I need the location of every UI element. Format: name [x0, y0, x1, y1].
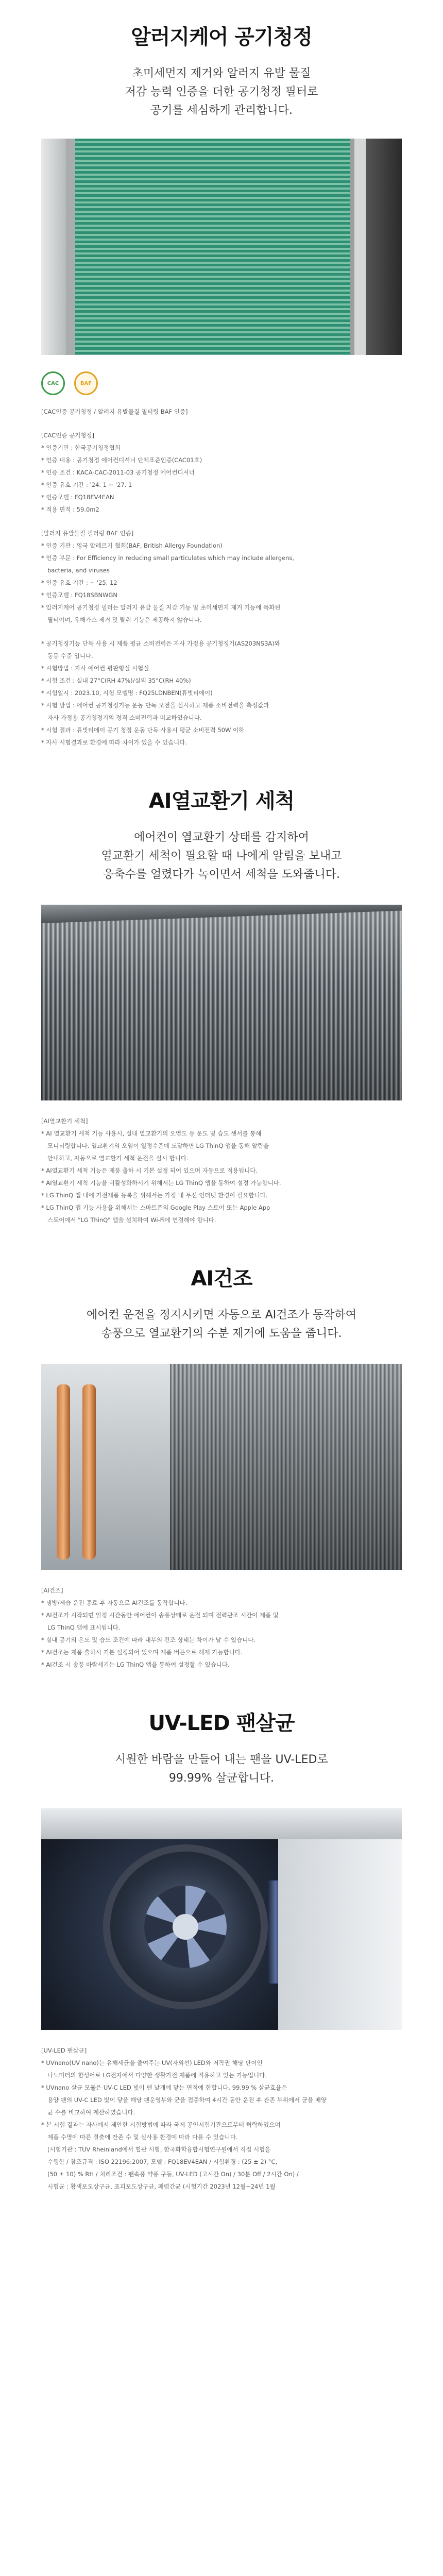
note-line: * 인증 유효 기간 : '24. 1 ~ '27. 1 [41, 481, 132, 488]
heat-exchanger-image [41, 905, 402, 1100]
fan-side-panel [278, 1839, 402, 2030]
baf-heading: [알러지 유발물질 필터링 BAF 인증] [41, 530, 134, 537]
note-line: 시험균 : 황색포도상구균, 표피포도상구균, 폐렴간균 (시험기간 2023년 12월~24년 1월 [47, 2183, 276, 2190]
filter-mesh [66, 139, 354, 355]
note-line: * LG ThinQ 앱 기능 사용을 위해서는 스마트폰의 Google Play 스토어 또는 Apple App [41, 1204, 270, 1211]
ai-dry-image [41, 1364, 402, 1570]
certification-badges [41, 371, 402, 395]
fan-hub [173, 1914, 198, 1940]
note-line: * 인증모델 : FQ18EV4EAN [41, 494, 114, 501]
note-line: [시험기관 : TUV Rheinland에서 협관 시험, 한국화학융합시험연구원에서 직접 시험을 [47, 2146, 271, 2153]
note-line: * 시험방법 : 자사 에어컨 평판형실 시험실 [41, 665, 149, 672]
fan-housing [41, 1808, 402, 1839]
note-line: * 인증 부문 : For Efficiency in reducing small particulates which may include allergens, [41, 554, 295, 562]
note-line: * AI열교환기 세척 기능은 제품 출하 시 기본 설정 되어 있으며 자동으로 적용됩니다. [41, 1167, 258, 1174]
uv-heading: [UV-LED 팬살균] [41, 2047, 87, 2054]
note-line: LG ThinQ 앱에 표시됩니다. [47, 1624, 121, 1631]
filter-shadow [366, 139, 402, 355]
note-line: * UVnano 살균 모듈은 UV-C LED 빛이 팬 날개에 닿는 면적에 한합니다. 99.99 % 살균효율은 [41, 2084, 287, 2091]
heat-heading: [AI열교환기 세척] [41, 1117, 88, 1125]
note-line: * LG ThinQ 앱 내에 가전제품 등록을 위해서는 가정 내 무선 인터넷 환경이 필요합니다. [41, 1192, 268, 1199]
heat-desc: 에어컨이 열교환기 상태를 감지하여 열교환기 세척이 필요할 때 나에게 알림을 보내고 응축수를 얼렸다가 녹이면서 세척을 도와줍니다. [101, 831, 342, 881]
note-line: * 시험 방법 : 에어컨 공기청정기능 운동 단독 모전을 실시하고 제품 소비전력을 측정값과 [41, 702, 269, 709]
allergy-notes [41, 395, 402, 749]
note-line: * 인증 유효 기간 : ~ '25. 12 [41, 579, 117, 586]
allergy-title: 알러지케어 공기청정 [131, 25, 312, 49]
note-line: * 적용 면적 : 59.0m2 [41, 506, 99, 513]
note-line: 제품 수명에 따른 결출에 잔존 수 및 실사용 환경에 따라 다를 수 있습니다. [47, 2133, 238, 2141]
exchanger-top-bar [41, 905, 402, 923]
note-line: * 인증 기관 : 영국 알레르기 협회(BAF, British Allergy Foundation) [41, 542, 223, 549]
note-line: 안내하고, 자동으로 열교환기 세척 운전을 실시 합니다. [47, 1155, 189, 1162]
note-line: * AI열교환기 세척 기능을 비활성화하시기 위해서는 LG ThinQ 앱을 통하여 설정 가능합니다. [41, 1179, 281, 1187]
note-line: * 실내 공기의 온도 및 습도 조건에 따라 내부의 건조 상태는 차이가 날 수 있습니다. [41, 1636, 256, 1643]
note-line: 자사 가정용 공기청정기의 정격 소비전력과 비교하였습니다. [47, 714, 202, 721]
note-line: * 시험일시 : 2023.10, 시험 모델명 : FQ25LDNBEN(튜빗티에이) [41, 689, 213, 697]
note-line: * 시험 조건 : 실내 27°C(RH 47%)/실외 35°C(RH 40%) [41, 677, 191, 684]
cac-heading: [CAC인증 공기청정] [41, 432, 95, 439]
note-line: * 냉방/제습 운전 종료 후 자동으로 AI건조를 동작합니다. [41, 1599, 188, 1606]
note-line: 모니터링합니다. 열교환기의 오염이 일정수준에 도달하면 LG ThinQ 앱을 통해 알림을 [47, 1142, 269, 1149]
note-line: 용양 팬의 UV-C LED 빛이 닿을 해당 팬운영부와 균을 접종하여 4시간 동안 운전 후 잔존 부위에서 균을 배양 [47, 2096, 327, 2104]
dry-notes [41, 1570, 402, 1671]
note-line: 동등 수준 입니다. [47, 652, 93, 659]
note-line: * 자사 시험결과로 환경에 따라 차이가 있을 수 있습니다. [41, 739, 188, 746]
note-line: bacteria, and viruses [47, 567, 110, 574]
filter-frame-edge [41, 139, 66, 355]
heat-title: AI열교환기 세척 [148, 789, 295, 813]
copper-pipe [82, 1384, 96, 1560]
note-line: * AI건조가 시작되면 일정 시간동안 에어컨이 송풍상태로 운전 되며 전력관조 시간이 제품 및 [41, 1612, 279, 1619]
baf-badge-icon: BAF [74, 371, 98, 395]
note-line: * 공기청정기능 단독 사용 시 제품 평균 소비전력은 자사 가정용 공기청정기(AS203NS3A)와 [41, 640, 280, 647]
note-line: * 인증 조건 : KACA-CAC-2011-03 공기청정 에어컨디셔너 [41, 469, 195, 476]
uv-led-section [0, 1671, 443, 2213]
note-line: * 알러지케어 공기청정 필터는 알러지 유발 물질 저감 기능 및 초미세먼지 제거 기능에 특화된 [41, 604, 281, 611]
note-line: 필터이며, 유해가스 제거 및 탈취 기능은 제공하지 않습니다. [47, 616, 202, 623]
note-line: * UVnano(UV nano)는 유해세균을 줄여주는 UV(자외선) LED와 저작권 해당 단어인 [41, 2059, 263, 2066]
allergy-section [0, 0, 443, 749]
uv-notes [41, 2030, 402, 2213]
note-line: * AI건조는 제품 출하시 기본 설정되어 있으며 제품 버튼으로 해제 가능합니다. [41, 1649, 243, 1656]
heat-notes [41, 1100, 402, 1226]
cac-badge-icon: CAC [41, 371, 65, 395]
air-filter-image [41, 139, 402, 355]
uv-desc: 시원한 바람을 만들어 내는 팬을 UV-LED로 99.99% 살균합니다. [115, 1753, 328, 1785]
note-line: * 인증 내용 : 공기청정 에어컨디셔너 단체표준인증(CAC01호) [41, 456, 202, 464]
dry-heading: [AI건조] [41, 1587, 63, 1594]
note-line: (50 ± 10) % RH / 처리조건 : 팬속풍 약풍 구동, UV-LED (고시간 On) / 30분 Off / 2시간 On) / [47, 2171, 299, 2178]
note-line: * AI건조 시 송풍 바람세기는 LG ThinQ 앱을 통하여 설정할 수 있습니다. [41, 1661, 230, 1668]
note-line: * 시험 결과 : 튜빗티에이 공기 청정 운동 단독 사용시 평균 소비전력 50W 이하 [41, 726, 245, 734]
allergy-caption: [CAC인증 공기청정 / 알러지 유발물질 필터링 BAF 인증] [41, 408, 188, 415]
uv-fan-image [41, 1808, 402, 2030]
note-line: * 인증모델 : FQ18SBNWGN [41, 591, 118, 599]
uv-title: UV-LED 팬살균 [148, 1711, 295, 1735]
note-line: * 인증기관 : 한국공기청정협회 [41, 444, 121, 451]
heat-exchanger-section [0, 749, 443, 1226]
allergy-desc: 초미세먼지 제거와 알러지 유발 물질 저감 능력 인증을 더한 공기청정 필터로 공기를 세심하게 관리합니다. [125, 67, 318, 117]
note-line: 나노미터의 합성어로 LG전자에서 다양한 생활가전 제품에 적용하고 있는 기능입니다. [47, 2072, 267, 2079]
note-line: * 본 시험 결과는 자사에서 제안한 시험방법에 따라 국제 공인시험기관으로부터 허락하였으며 [41, 2121, 281, 2128]
note-line: 수행함 / 참조규격 : ISO 22196:2007, 모델 : FQ18EV4EAN / 시험환경 : (25 ± 2) °C, [47, 2158, 278, 2165]
note-line: 스토어에서 "LG ThinQ" 앱을 설치하여 Wi-Fi에 연결해야 합니다. [47, 1216, 216, 1224]
copper-pipe [57, 1384, 70, 1560]
dry-desc: 에어컨 운전을 정지시키면 자동으로 AI건조가 동작하여 송풍으로 열교환기의 수분 제거에 도움을 줍니다. [86, 1309, 357, 1340]
note-line: * AI 열교환기 세척 기능 사용시, 실내 열교환기의 오염도 등 운도 및 습도 센서를 통해 [41, 1130, 262, 1137]
dry-coil [170, 1364, 402, 1570]
ai-dry-section [0, 1226, 443, 1671]
dry-title: AI건조 [191, 1267, 252, 1291]
note-line: 균 수를 비교하여 계산하였습니다. [47, 2109, 135, 2116]
